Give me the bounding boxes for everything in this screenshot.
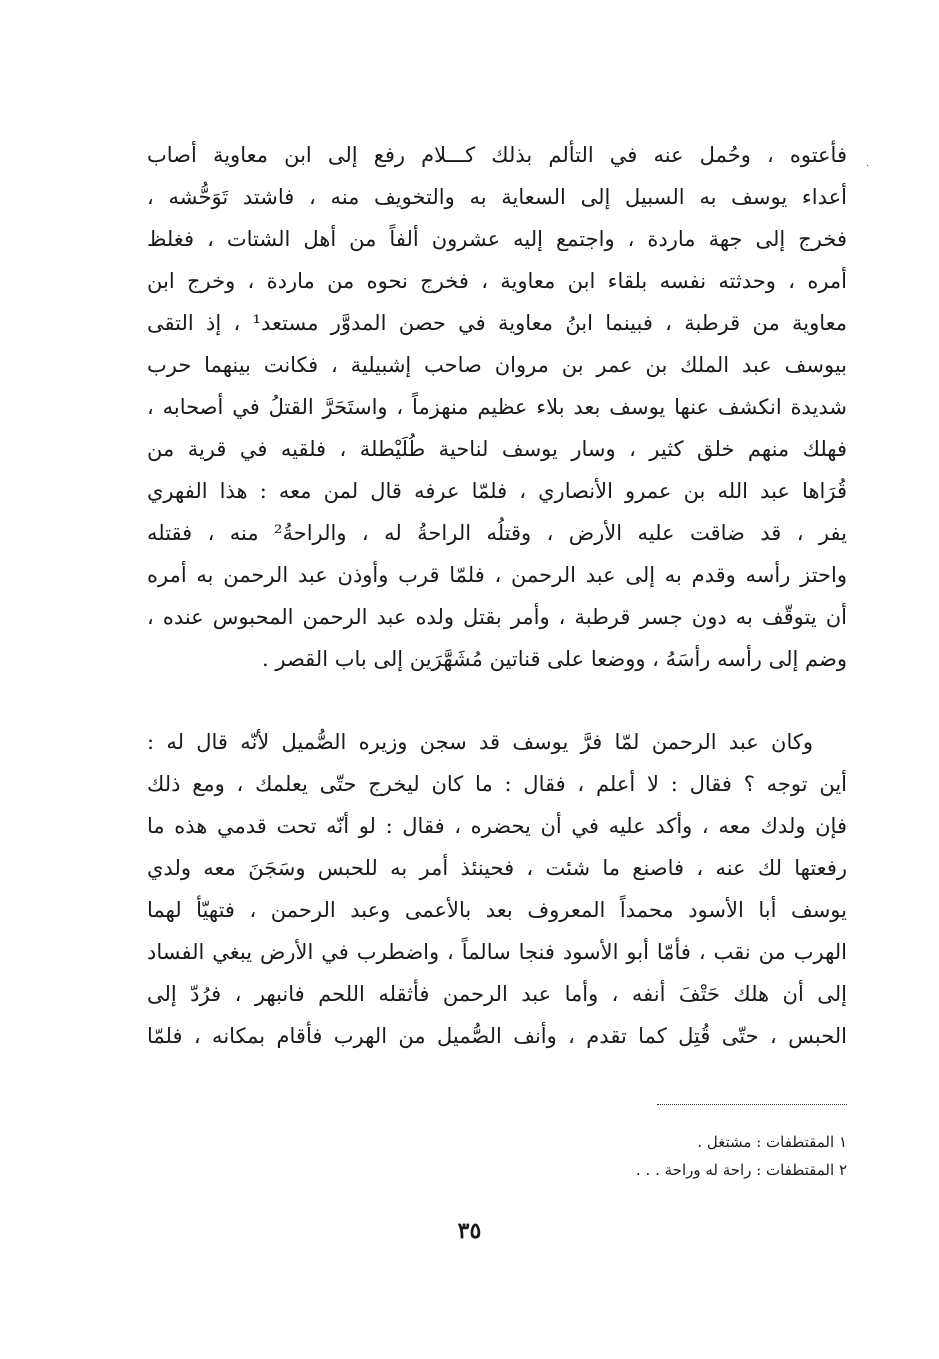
text-line: واحتز رأسه وقدم به إلى عبد الرحمن ، فلمّا قرب وأوذن عبد الرحمن به أمره [147, 563, 847, 587]
margin-mark: . [866, 158, 870, 169]
text-line: الهرب من نقب ، فأمّا أبو الأسود فنجا سالماً ، واضطرب في الأرض يبغي الفساد [147, 940, 847, 964]
text-line: وضم إلى رأسه رأسَهُ ، ووضعا على قناتين مُشَهَّرَين إلى باب القصر . [262, 647, 847, 671]
paragraph-1 [147, 134, 847, 680]
text-line: رفعتها لك عنه ، فاصنع ما شئت ، فحينئذ أمر به للحبس وسَجَنَ معه ولدي [147, 856, 847, 880]
text-line: فخرج إلى جهة ماردة ، واجتمع إليه عشرون ألفاً من أهل الشتات ، فغلظ [147, 227, 847, 251]
text-line: الحبس ، حتّى قُتِل كما تقدم ، وأنف الصُّميل من الهرب فأقام بمكانه ، فلمّا [147, 1024, 847, 1048]
paragraph-2 [147, 721, 847, 1057]
footnotes [247, 1128, 847, 1184]
text-line: قُرَاها عبد الله بن عمرو الأنصاري ، فلمّا عرفه قال لمن معه : هذا الفهري [147, 479, 847, 503]
text-line: أعداء يوسف به السبيل إلى السعاية به والتخويف منه ، فاشتد تَوَحُّشه ، [147, 185, 847, 209]
text-line: يوسف أبا الأسود محمداً المعروف بعد بالأعمى وعبد الرحمن ، فتهيّأ لهما [147, 898, 847, 922]
footnote-2: ٢ المقتطفات : راحة له وراحة . . . [636, 1161, 847, 1179]
text-line: وكان عبد الرحمن لمّا فرَّ يوسف قد سجن وزيره الصُّميل لأنّه قال له : [147, 730, 813, 754]
text-line: فإن ولدك معه ، وأكد عليه في أن يحضره ، فقال : لو أنّه تحت قدمي هذه ما [147, 814, 847, 838]
text-line: أمره ، وحدثته نفسه بلقاء ابن معاوية ، فخرج نحوه من ماردة ، وخرج ابن [147, 269, 847, 293]
text-line: معاوية من قرطبة ، فبينما ابنُ معاوية في حصن المدوَّر مستعد¹ ، إذ التقى [147, 311, 848, 335]
footnote-divider [657, 1104, 847, 1105]
text-line: فأعتوه ، وحُمل عنه في التألم بذلك كـــلام رفع إلى ابن معاوية أصاب [147, 143, 847, 167]
text-line: فهلك منهم خلق كثير ، وسار يوسف لناحية طُلَيْطلة ، فلقيه في قرية من [147, 437, 847, 461]
text-line: شديدة انكشف عنها يوسف بعد بلاء عظيم منهزماً ، واستَحَرَّ القتلُ في أصحابه ، [147, 395, 847, 419]
text-line: يفر ، قد ضاقت عليه الأرض ، وقتلُه الراحةُ له ، والراحةُ² منه ، فقتله [147, 521, 847, 545]
page-number: ٣٥ [457, 1218, 482, 1244]
text-line: بيوسف عبد الملك بن عمر بن مروان صاحب إشبيلية ، فكانت بينهما حرب [147, 353, 847, 377]
text-line: إلى أن هلك حَتْفَ أنفه ، وأما عبد الرحمن فأثقله اللحم فانبهر ، فرُدّ إلى [147, 982, 847, 1006]
text-line: أن يتوقّف به دون جسر قرطبة ، وأمر بقتل ولده عبد الرحمن المحبوس عنده ، [147, 605, 847, 629]
footnote-1: ١ المقتطفات : مشتغل . [697, 1133, 847, 1151]
text-line: أين توجه ؟ فقال : لا أعلم ، فقال : ما كان ليخرج حتّى يعلمك ، ومع ذلك [147, 772, 847, 796]
